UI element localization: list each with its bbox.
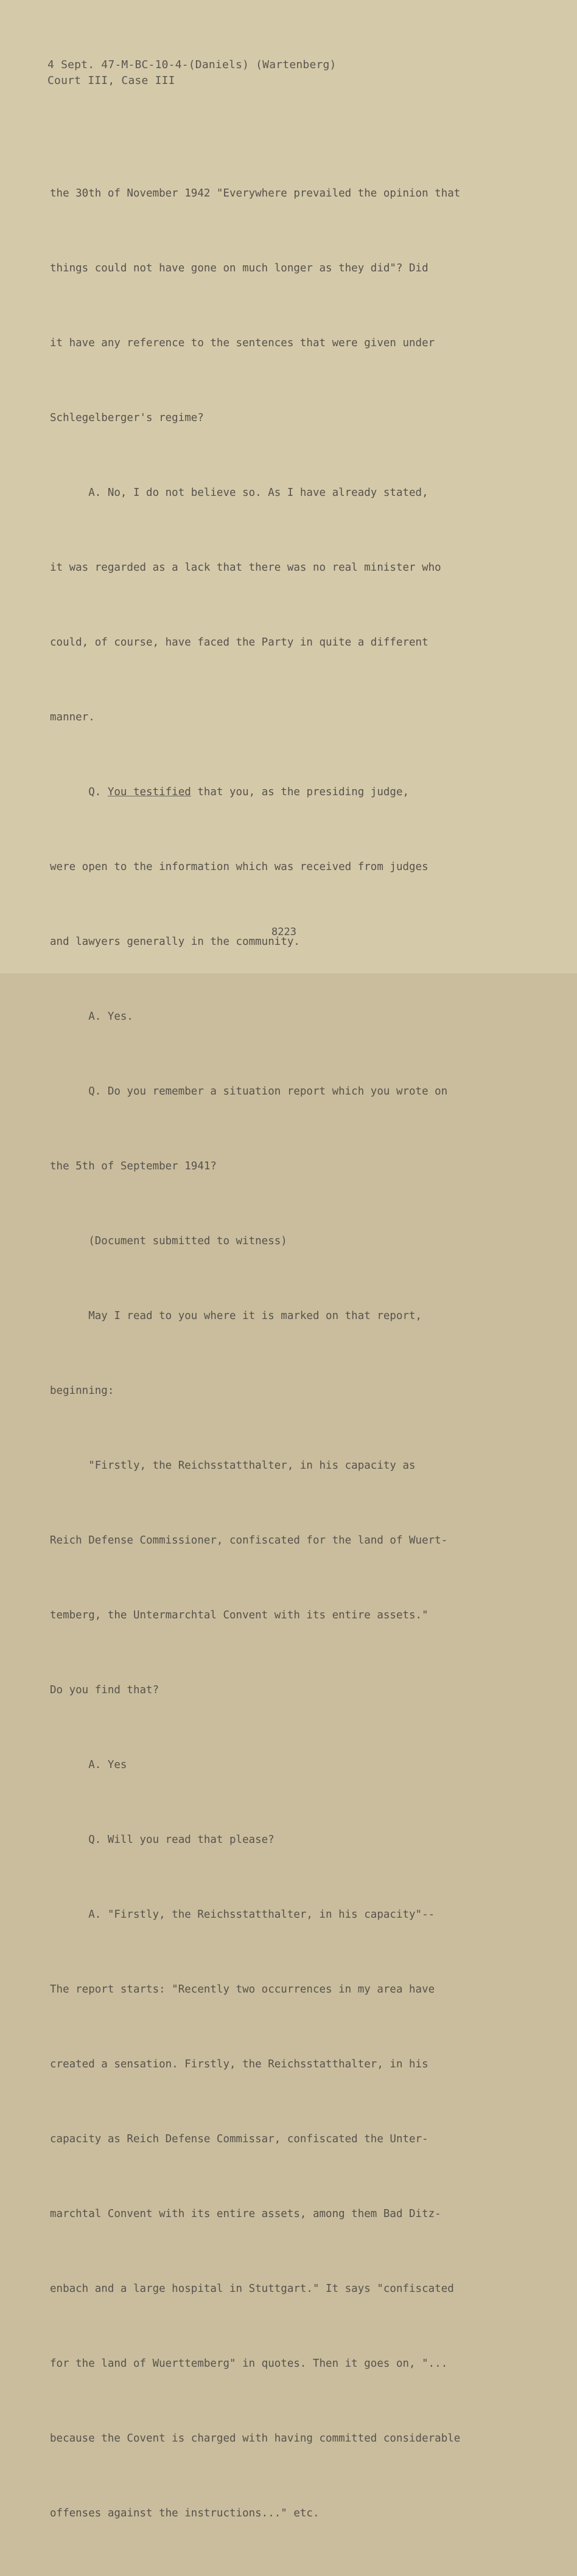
transcript-line: (Document submitted to witness) — [50, 1235, 287, 1247]
transcript-line: it was regarded as a lack that there was no real minister who — [50, 562, 441, 574]
header-court-case: Court III, Case III — [47, 74, 175, 87]
transcript-line: offenses against the instructions..." etc. — [50, 2507, 320, 2519]
transcript-line: A. No, I do not believe so. As I have already stated, — [50, 487, 428, 499]
transcript-line: the 30th of November 1942 "Everywhere prevailed the opinion that — [50, 187, 461, 200]
page-number: 8223 — [271, 926, 296, 938]
transcript-line: capacity as Reich Defense Commissar, confiscated the Unter- — [50, 2133, 428, 2145]
document-header — [47, 57, 337, 89]
transcript-line — [50, 780, 537, 805]
transcript-line: manner. — [50, 711, 95, 723]
transcript-line: things could not have gone on much longer as they did"? Did — [50, 262, 428, 274]
transcript-line: Do you find that? — [50, 1684, 159, 1696]
transcript-line: Q. Will you read that please? — [50, 1834, 275, 1846]
transcript-line: "Firstly, the Reichsstatthalter, in his capacity as — [50, 1460, 416, 1472]
header-case-reference: 4 Sept. 47-M-BC-10-4-(Daniels) (Wartenberg) — [47, 58, 337, 71]
transcript-line: May I read to you where it is marked on that report, — [50, 1310, 422, 1322]
transcript-line: A. "Firstly, the Reichsstatthalter, in his capacity"-- — [50, 1909, 435, 1921]
transcript-line: beginning: — [50, 1385, 114, 1397]
transcript-line: A. Yes. — [50, 1011, 133, 1023]
underlined-phrase: You testified — [107, 786, 191, 798]
transcript-line: Schlegelberger's regime? — [50, 412, 204, 424]
transcript-line: marchtal Convent with its entire assets, among them Bad Ditz- — [50, 2208, 441, 2220]
transcript-line: Q. Do you remember a situation report which you wrote on — [50, 1085, 448, 1098]
transcript-line: temberg, the Untermarchtal Convent with its entire assets." — [50, 1609, 428, 1621]
transcript-line: and lawyers generally in the community. — [50, 936, 300, 948]
transcript-line: The report starts: "Recently two occurrences in my area have — [50, 1983, 435, 1996]
transcript-line: Reich Defense Commissioner, confiscated for the land of Wuert- — [50, 1534, 448, 1547]
transcript-line: it have any reference to the sentences that were given under — [50, 337, 435, 349]
transcript-line: were open to the information which was received from judges — [50, 861, 428, 873]
transcript-line: created a sensation. Firstly, the Reichsstatthalter, in his — [50, 2058, 428, 2070]
transcript-line: could, of course, have faced the Party in quite a different — [50, 636, 428, 649]
transcript-line: for the land of Wuerttemberg" in quotes. Then it goes on, "... — [50, 2358, 448, 2370]
transcript-line: A. Yes — [50, 1759, 127, 1771]
question-rest: that you, as the presiding judge, — [191, 786, 410, 798]
transcript-body — [50, 131, 537, 2576]
transcript-line: enbach and a large hospital in Stuttgart." It says "confiscated — [50, 2283, 454, 2295]
transcript-line: because the Covent is charged with having committed considerable — [50, 2432, 461, 2445]
transcript-line: the 5th of September 1941? — [50, 1160, 217, 1172]
question-prefix: Q. — [50, 786, 108, 798]
